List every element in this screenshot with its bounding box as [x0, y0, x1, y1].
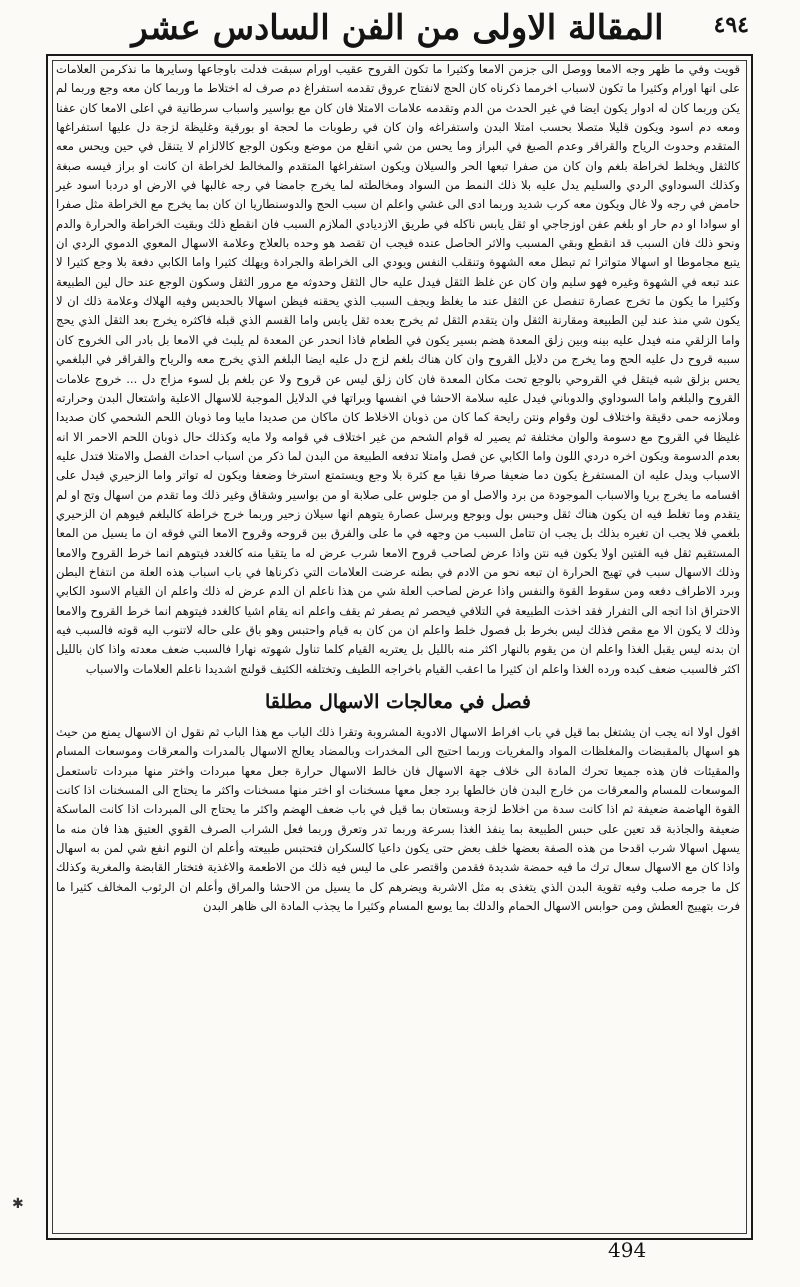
footer-page-number: 494	[608, 1238, 647, 1262]
header-page-number: ٤٩٤	[713, 12, 749, 38]
paragraph-symptoms: قويت وفي ما ظهر وجه الامعا ووصل الى جزمن الامعا وكثيرا ما تكون القروح عقيب اورام سبقت فدلت باوجاعها وسايرها ما نذكرمن العلامات على انها اورام وكثيرا ما تكون لاسباب اخرمما ذكرناه كان الحج لانفتاح عروق تقدمه استفراغ دم صرف له اختلاط ما وربما كان معه وجع وربما لم يكن وربما كان له ادوار يكون ايضا في غير الحدث من الدم وتقدمه علامات الامتلا فان كان مع بواسير واسباب سرطانية في اعلى الامعا كان عفنا ومعه دم اسود ويكون قليلا متصلا بحسب امتلا البدن واستفراغه وان كان في رطوبات ما لحجة او بورقية وغليظة لزجة دل عليها استفراغها المتقدم وحدوث الرياح والقراقر وعدم الصبغ في البراز وما يحس من شي انقلع من موضع وبكون الوجع كالالزام لا يتنقل في حين ويحس معه كالثقل ويخلط لخراطة بلغم وان كان من صفرا تبعها الحر والسيلان ويكون استفراغها المتقدم والمخالط لخراطة ان كانت او براز فيسه صبغة وكذلك السوداوي الردي والسليم يدل عليه بلا ذلك النمط من السواد ومخالطته لما يخرج جامضا في رجه غالبها في الارض او دردبا اسود غير حامض في رجه ولا غال ويكون معه كرب شديد وربما ادى الى غشي واعلم ان سبب الحج والدوسنطاريا ان كان بما يخرج مع الخراطة مثل صفرا او سوادا او دم حار او بلغم عفن اوزجاجي او ثقل يابس ناكله في طريق الازديادي الملازم السبب فان انقطع ذلك وبقيت الخراطة والحرارة والدم ونحو ذلك فان السبب قد انقطع وبقي المسبب والاثر الحاصل عنده فيجب ان تقصد هو وحده بالعلاج وعلامة الاسهال المعوي الدموي الردي ان يتبع مجاموطا او اسهالا متواترا ثم تبطل معه الشهوة وتنقلب النفس ويودي الى الخراطة والجرادة ويهلك كثيرا واما الكابي دفعة بلا وجع كثيرا لا عند تبعه في الشهوة وغيره فهو سليم وان كان عن غلظ الثقل فيدل عليه حال الثقل وحدوثه مع مرور الثقل وسكون الوجع عند حال لين الطبيعة وكثيرا ما يكون ما تخرج عصارة تنفصل عن الثقل عند ما يغلظ ويجف السبب الذي يحقنه فيظن اسهالا بالحديس وفيه الهلاك وعلامة ذلك ان لا يكون شي منذ عند لين الطبيعة ومقارنة الثقل وان يتقدم الثقل ثم يخرج بعده ثقل يابس واما القسم الذي قبله فاكثره يخرج بعد الثقل الذي يحج واما الزلقي منه فيدل عليه بينه وبين زلق المعدة هضم بسير يكون في الطعام فاذا انحدر عن المعدة لم يلبث في الامعا بل بادر الى الخروج كان سببه قروح دل عليه الحج وما يخرج من دلايل القروح وان كان هناك بلغم لزج دل عليه ايضا البلغم الذي يخرج معه والرياح والقراقر في البلغمي يحس بزلق شبه فيتقل في القروحي بالوجع تحت مكان المعدة فان كان زلق ليس عن قروح ولا عن بلغم بل لسوء مزاج دل ... خروج علامات القروح والبلغم واما السوداوي والدوباني فيدل عليه سلامة الاحشا في انفسها وبراتها في الدلايل الموجبة للاسهال الاعلية واشتعال البدن وحرارته وملازمه حمى دقيقة واختلاف لون وقوام ونتن رايحة كما كان من ذوبان الاخلاط كان ماكان من صديدا مايبا وما ذوبان اللحم الشحمي كان صديدا غليظا في القروح مع دسومة والوان مختلفة ثم يصير له قوام الشحم من غير اختلاف في قوامه ولا مايه وكذلك حال ذوبان اللحم الاحمر الا انه بعدم الدسومة ويكون اخره دردي اللون واما الكابي عن فصل وامتلا تدفعه الطبيعة من البدن لما ذكر من اسباب احداث الفصل والامتلا فتدل عليه الاسباب ويدل عليه ان المستفرغ يكون دما ضعيفا صرفا نقيا مع كثرة بلا وجع ويستمتع استرخا وضعفا ويكون له تواتر واما الزحيري فيدل على اقسامه ما يخرج بريا والاسباب الموجودة من برد والاصل او من جلوس على صلابة او من بواسير وشقاق وغير ذلك وما تقدم من اسهال وتج او لم يتقدم وما تغلط فيه ان يكون هناك ثقل وحبس بول وبوجع وبرسل عصارة يتوهم انها سيلان زحير وربما خرج خراطة كالبلغم فيوهم ان الزحيري بلغمي فلا يجب ان تغيره بذلك بل يجب ان تتامل السبب من وجهه في ما على والفرق بين قروحه وقروح الامعا التي فوقه ان ما يسيل من المعا المستقيم ثقل فيه الفتين اولا يكون فيه نتن واذا عرض لصاحب قروح الامعا شرب عرض له ما يتقيا منه كالغدد فيتوهم انما خرط القروح والامعا وذلك الاسهال سبب في تهيج الحرارة ان تبعه نحو من الادم في بطنه عرضت العلامات التي ذكرناها في باب اسباب هذه العلة من انتفاخ البطن وبرد الاطراف دفعه ومن سقوط القوة والنفس واذا عرض لصاحب العلة شي من هذا ناعلم ان الدم عرض له ذلك واعلم ان القيام الاسود الكابي الاحتراق اذا اتجه الى التفرار فقد اخذت الطبيعة في التلافي فيحصر ثم يصفر ثم يقف واعلم انه يقام اشيا كالغدد فيتوهم انما خرط القروح والامعا وذلك لا يكون الا مع مقص فذلك ليس بخرط بل فصول خلط واعلم ان من كان به قيام واحتبس وهو باق على حاله لاتنوب اليه قوته فالسبب فيه ان بدنه ليس يقبل الغذا واعلم ان من يقوم بالنهار اكثر منه بالليل بل يعتريه القيام كلما تناول شهوته نهارا فالسبب ضعف معدته واذا كان بالليل اكثر فالسبب ضعف كبده ورده الغذا واعلم ان كثيرا ما اعقب القيام باخراجه اللطيف وتختلفه الكثيف قولنج اشديدا ناعلم العلامات والاسباب	[56, 62, 740, 676]
body-text	[52, 60, 744, 1232]
header-title: المقالة الاولى من الفن السادس عشر	[131, 8, 664, 48]
margin-mark: ✱	[12, 1196, 24, 1212]
running-header	[40, 4, 755, 52]
section-heading: فصل في معالجات الاسهال مطلقا	[264, 691, 532, 713]
paragraph-treatments: اقول اولا انه يجب ان يشتغل بما قيل في باب افراط الاسهال الادوية المشروبة وتقرا ذلك الباب مع هذا الباب ثم نقول ان الاسهال يمنع من حيث هو اسهال بالمقبضات والمغلظات المواد والمغريات وربما احتيج الى المخدرات وبالمضاد يعالج الاسهال بالمدرات والمعرقات وموسعات المسام والمقيئات فان هذه جميعا تحرك المادة الى خلاف جهة الاسهال فان خالط الاسهال حرارة جعل معها مبردات واختر منها مبردات تاستعمل الموسعات للمسام والمعرقات من خارج البدن فان خالطها برد جعل معها مسخنات او اختر منها مسخنات واكثر ما يحتاج الى المسخنات اذا كانت القوة الهاضمة ضعيفة ثم اذا كانت سدة من اخلاط لزجة وبستعان بما قيل في باب ضعف الهضم واكثر ما يحتاج الى المبردات اذا كانت الماسكة ضعيفة والجاذبة قد تعين على حبس الطبيعة بما ينفذ الغذا بسرعة وربما تدر وتعرق وربما فعل الشراب الصرف القوي العتيق هذا فان منه ما يسهل اسهالا شرب اقدحا من هذه الصفة بعضها خلف بعض حتى يكون داعيا كالسكران فتحتبس طبيعته وأعلم ان النوم انفع شي لمن به اسهال واذا كان مع الاسهال سعال ترك ما فيه حمضة شديدة فقدمن واقتصر على ما ليس فيه ذلك من الاطعمة والاغذية فتختار القابضة والمغرية وكذلك كل ما جرمه صلب وفيه تقوية البدن الذي يتغذى به مثل الاشربة ويضرهم كل ما يسيل من الاحشا والمراق وأعلم ان الرثوب المخالف كثيرا ما فرت بتهييج العطش ومن حوابس الاسهال الحمام والدلك بما يوسع المسام وكثيرا ما يجذب المادة الى ظاهر البدن	[56, 725, 740, 914]
